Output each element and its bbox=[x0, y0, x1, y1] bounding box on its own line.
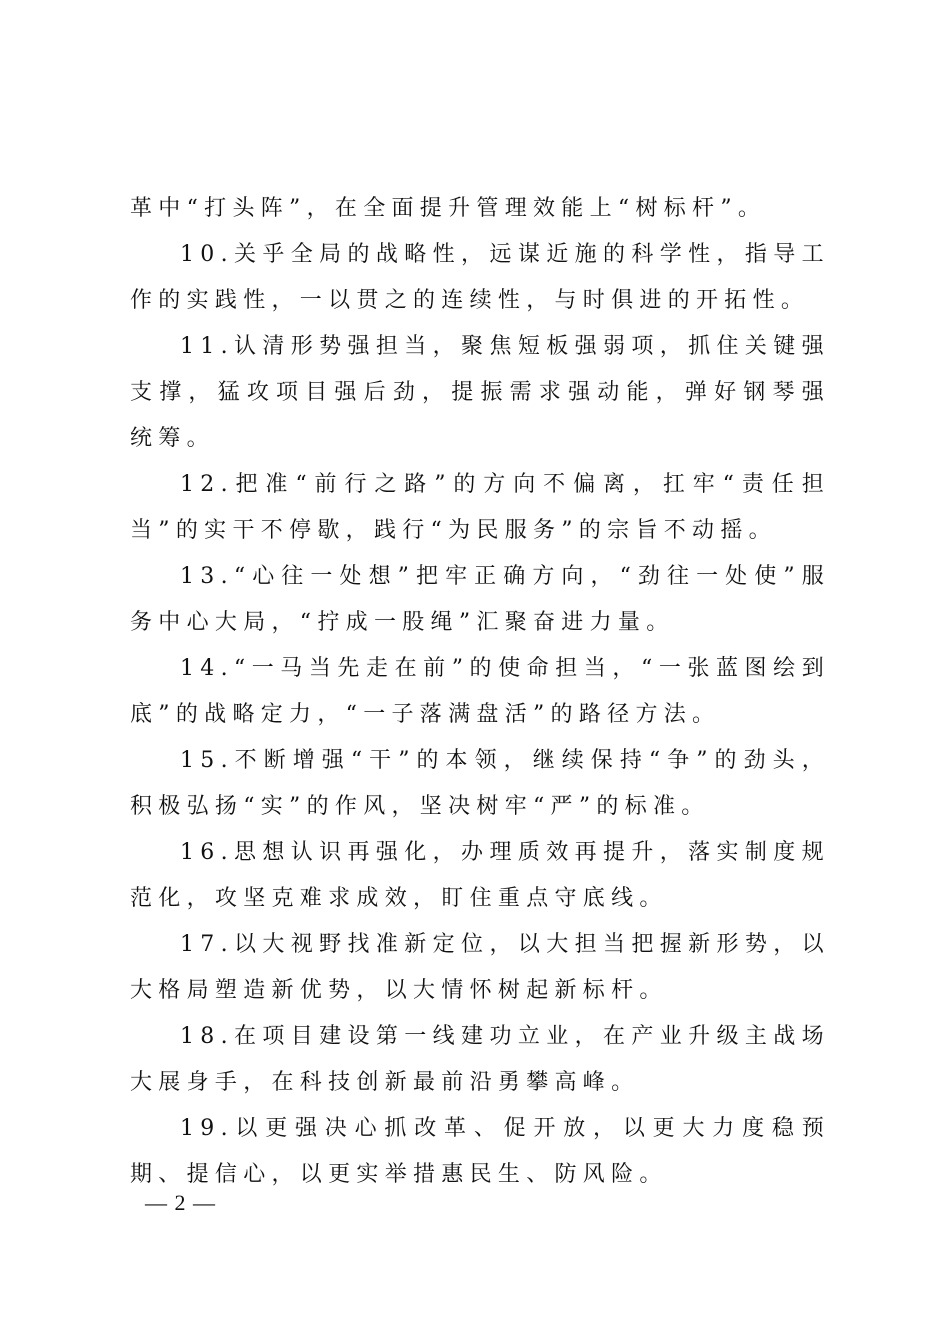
paragraph-item-17: 17.以大视野找准新定位，以大担当把握新形势，以大格局塑造新优势，以大情怀树起新标杆。 bbox=[130, 932, 830, 1003]
paragraph-item-15: 15.不断增强“干”的本领，继续保持“争”的劲头，积极弘扬“实”的作风，坚决树牢“严”的标准。 bbox=[130, 748, 830, 819]
page-number: — 2 — bbox=[145, 1190, 216, 1215]
document-body bbox=[130, 186, 830, 1198]
paragraph-item-10: 10.关乎全局的战略性，远谋近施的科学性，指导工作的实践性，一以贯之的连续性，与时俱进的开拓性。 bbox=[130, 242, 830, 313]
paragraph-item-12: 12.把准“前行之路”的方向不偏离，扛牢“责任担当”的实干不停歇，践行“为民服务”的宗旨不动摇。 bbox=[130, 472, 830, 543]
paragraph-item-16: 16.思想认识再强化，办理质效再提升，落实制度规范化，攻坚克难求成效，盯住重点守底线。 bbox=[130, 840, 830, 911]
paragraph-item-11: 11.认清形势强担当，聚焦短板强弱项，抓住关键强支撑，猛攻项目强后劲，提振需求强动能，弹好钢琴强统筹。 bbox=[130, 334, 830, 451]
paragraph-item-14: 14.“一马当先走在前”的使命担当，“一张蓝图绘到底”的战略定力，“一子落满盘活”的路径方法。 bbox=[130, 656, 830, 727]
paragraph-item-18: 18.在项目建设第一线建功立业，在产业升级主战场大展身手，在科技创新最前沿勇攀高峰。 bbox=[130, 1024, 830, 1095]
paragraph-item-13: 13.“心往一处想”把牢正确方向，“劲往一处使”服务中心大局，“拧成一股绳”汇聚奋进力量。 bbox=[130, 564, 830, 635]
paragraph-item-19: 19.以更强决心抓改革、促开放，以更大力度稳预期、提信心，以更实举措惠民生、防风险。 bbox=[130, 1116, 830, 1187]
paragraph-continuation: 革中“打头阵”，在全面提升管理效能上“树标杆”。 bbox=[130, 196, 767, 221]
